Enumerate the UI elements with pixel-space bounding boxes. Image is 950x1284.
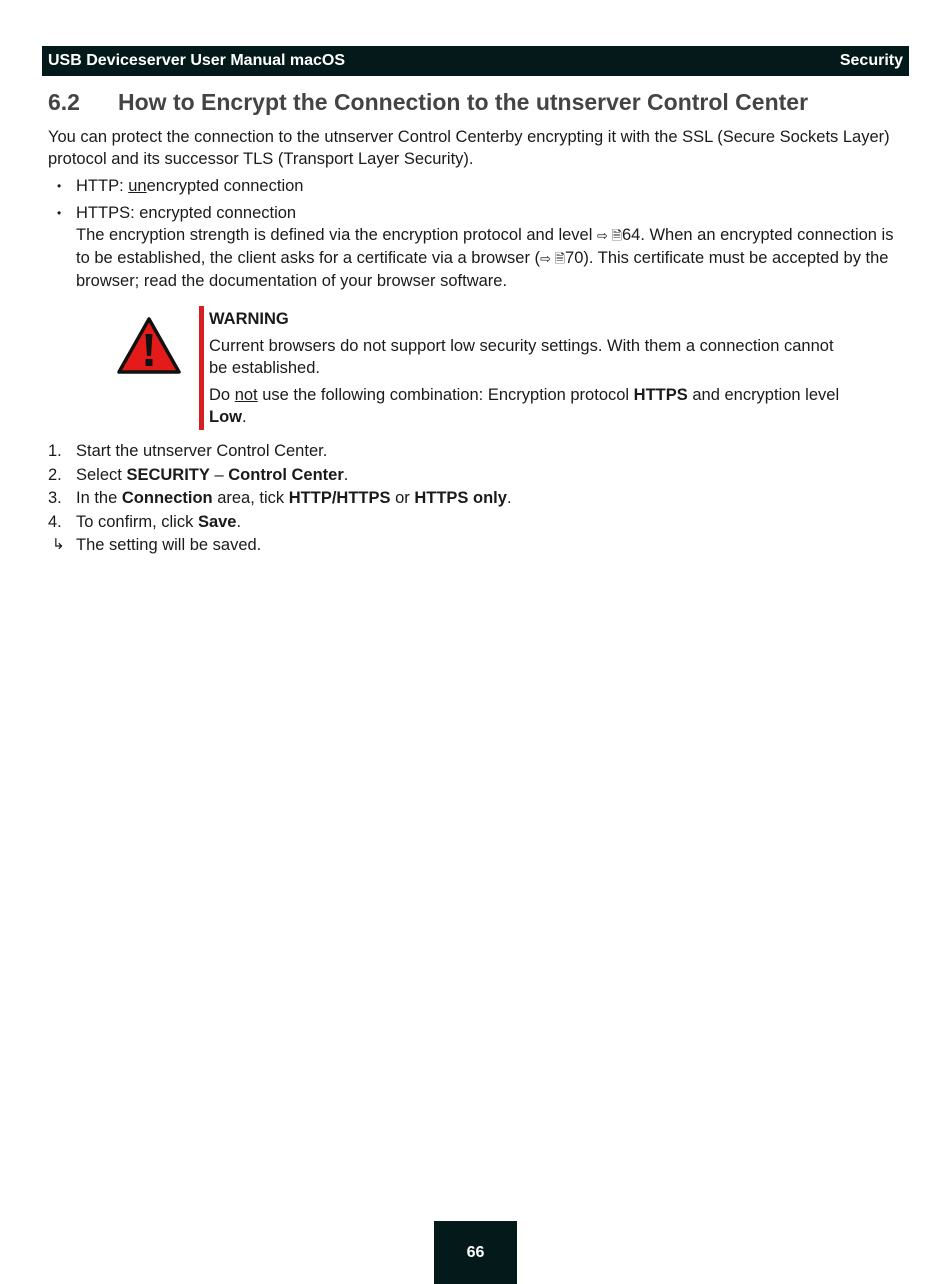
- https-label: • HTTPS: encrypted connection: [76, 204, 297, 222]
- step-item: [48, 511, 906, 533]
- section-number: 6.2: [48, 89, 80, 115]
- warning-text-1: Current browsers do not support low security settings. With them a connection cannot be established.: [209, 337, 834, 377]
- http-underlined: un: [128, 177, 147, 195]
- intro-paragraph: You can protect the connection to the utnserver Control Centerby encrypting it with the SSL (Secure Sockets Layer) protocol and its successor TLS (Transport Layer Security).: [48, 128, 890, 168]
- chapter-title: Security: [839, 52, 903, 69]
- section-title: How to Encrypt the Connection to the utnserver Control Center: [118, 89, 809, 115]
- step-bold-https-only: HTTPS only: [414, 489, 507, 507]
- warning-body: [209, 308, 849, 428]
- steps-list: [48, 440, 906, 533]
- https-detail-text-2: . When an encrypted connection is to be established, the client asks for a certificate via a browser (: [76, 226, 894, 267]
- warning-accent-bar: [199, 306, 204, 430]
- bullet-list: [48, 175, 906, 292]
- page-ref-link[interactable]: 70: [565, 249, 584, 267]
- warning-text-2-end: .: [242, 408, 247, 426]
- step-bold-save: Save: [197, 512, 237, 531]
- bullet-http: [48, 175, 906, 197]
- step-item: [48, 440, 906, 462]
- step-text: .: [236, 512, 242, 531]
- warning-box: [116, 306, 906, 430]
- page-ref-link[interactable]: 64: [621, 226, 641, 244]
- step-number: 4.: [48, 512, 62, 531]
- warning-https: HTTPS: [633, 386, 688, 404]
- header-bar: [42, 46, 909, 76]
- step-text: In the: [76, 489, 122, 507]
- step-text: To confirm, click: [76, 512, 198, 531]
- https-detail: [76, 224, 906, 292]
- step-text: or: [390, 489, 415, 507]
- step-text: .: [506, 489, 512, 507]
- warning-text-2-mid: use the following combination: Encryption protocol: [257, 386, 634, 404]
- https-detail-text-3: ). This certificate must be accepted by the browser; read the documentation of your browser software.: [76, 249, 889, 290]
- warning-not: not: [234, 386, 258, 404]
- result-line: [48, 534, 906, 556]
- warning-low: Low: [209, 408, 242, 426]
- http-suffix: encrypted connection: [146, 177, 304, 195]
- step-number: 2.: [48, 465, 62, 484]
- section-heading: [48, 89, 908, 116]
- warning-text-2-pre: Do: [209, 386, 235, 404]
- warning-triangle-icon: [116, 316, 182, 376]
- bullet-https: [48, 202, 906, 292]
- step-bold-connection: Connection: [121, 489, 213, 507]
- step-text: Start the utnserver Control Center.: [76, 442, 328, 460]
- step-text: area, tick: [212, 489, 289, 507]
- step-number: 3.: [48, 489, 62, 507]
- step-bold-control-center: Control Center: [228, 465, 344, 484]
- step-item: [48, 464, 906, 486]
- step-text: Select: [76, 465, 127, 484]
- step-number: 1.: [48, 442, 62, 460]
- cross-ref-arrow-icon: ⇨ 🗎: [596, 228, 622, 243]
- warning-title: WARNING: [209, 310, 289, 328]
- http-prefix: HTTP:: [76, 177, 129, 195]
- result-text: The setting will be saved.: [76, 536, 262, 554]
- manual-title: USB Deviceserver User Manual macOS: [48, 52, 346, 69]
- result-arrow-icon: ↳: [52, 536, 65, 553]
- https-detail-text-1: The encryption strength is defined via the encryption protocol and level: [76, 226, 597, 244]
- warning-text-2-mid2: and encryption level: [687, 386, 840, 404]
- warning-text-2: [209, 384, 849, 428]
- step-text: .: [343, 465, 349, 484]
- page-content: [48, 126, 906, 556]
- cross-ref-arrow-icon: ⇨ 🗎: [540, 251, 566, 266]
- step-bold-security: SECURITY: [126, 465, 210, 484]
- step-text: –: [209, 465, 229, 484]
- step-item: [48, 487, 906, 509]
- page-number: 66: [434, 1221, 517, 1284]
- step-bold-http-https: HTTP/HTTPS: [288, 489, 391, 507]
